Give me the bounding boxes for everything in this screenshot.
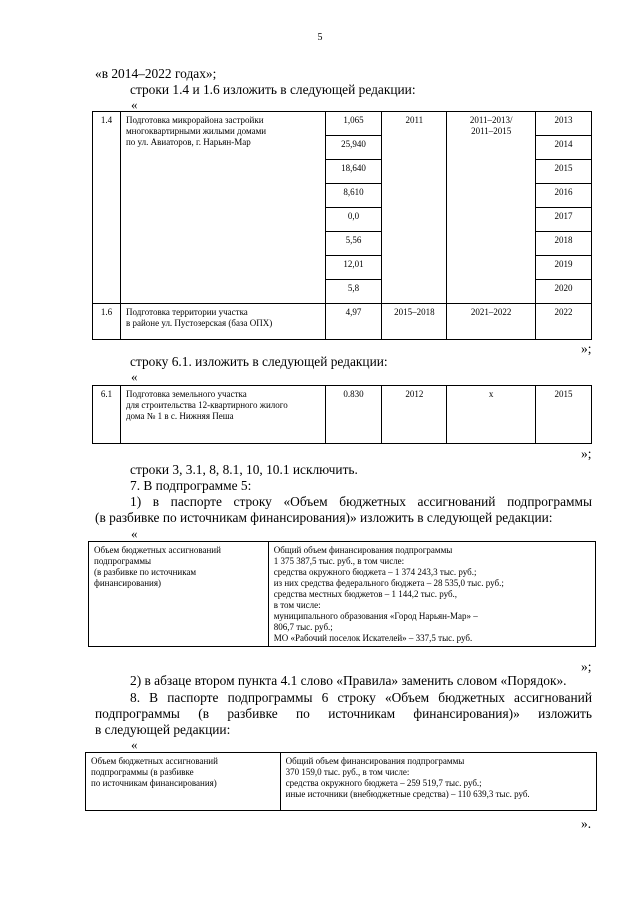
row-number: 1.6 [93, 304, 121, 340]
quote-open-3: « [131, 526, 138, 541]
activity-name-line: для строительства 12-квартирного жилого [125, 400, 288, 410]
table-row [86, 753, 597, 811]
budget-label-line: по источникам финансирования) [91, 778, 217, 788]
year-cell: 2020 [536, 280, 592, 304]
budget-label-line: подпрограммы [94, 556, 152, 566]
year-cell: 2018 [536, 232, 592, 256]
row-number: 1.4 [93, 112, 121, 304]
budget-content [280, 753, 596, 811]
budget-label-line: (в разбивке по источникам [94, 567, 197, 577]
page-number: 5 [317, 32, 323, 43]
budget-label-line: Объем бюджетных ассигнований [91, 756, 218, 766]
text-line-8: 2) в абзаце втором пункта 4.1 слово «Правила» заменить словом «Порядок». [130, 673, 567, 688]
period-line: 2011–2015 [471, 126, 512, 136]
value-cell: 12,01 [325, 256, 382, 280]
text-line-10: подпрограммы (в разбивке по источникам финансирования)» изложить [95, 706, 592, 721]
table-row [89, 542, 596, 647]
budget-content-line: Общий объем финансирования подпрограммы [285, 756, 465, 766]
activity-name [120, 386, 325, 444]
text-line-4: строки 3, 3.1, 8, 8.1, 10, 10.1 исключить. [130, 462, 358, 477]
text-line-7: (в разбивке по источникам финансирования)» изложить в следующей редакции: [95, 510, 553, 525]
value-cell: 25,940 [325, 136, 382, 160]
start-year: 2015–2018 [382, 304, 447, 340]
period: 2021–2022 [447, 304, 536, 340]
budget-content-line: в том числе: [273, 600, 321, 610]
activity-name-line: Подготовка территории участка [125, 307, 248, 317]
close-quote-4: ». [581, 816, 592, 831]
year-cell: 2015 [536, 160, 592, 184]
year-cell: 2019 [536, 256, 592, 280]
value-cell: 1,065 [325, 112, 382, 136]
budget-content-line: 806,7 тыс. руб.; [273, 622, 333, 632]
budget-content-line: 1 375 387,5 тыс. руб., в том числе: [273, 556, 405, 566]
year-cell: 2015 [536, 386, 592, 444]
budget-content-line: средства окружного бюджета – 1 374 243,3 тыс. руб.; [273, 567, 477, 577]
value-cell: 5,8 [325, 280, 382, 304]
activity-name-line: дома № 1 в с. Нижняя Пеша [125, 411, 234, 421]
close-quote-1: »; [581, 341, 592, 356]
value-cell: 8,610 [325, 184, 382, 208]
quote-open-2: « [131, 369, 138, 384]
table-row [93, 386, 592, 444]
budget-content-line: МО «Рабочий поселок Искателей» – 337,5 тыс. руб. [273, 633, 473, 643]
year-cell: 2014 [536, 136, 592, 160]
quote-open-1: « [131, 97, 138, 112]
table-row [93, 112, 592, 136]
budget-content-line: средства окружного бюджета – 259 519,7 тыс. руб.; [285, 778, 482, 788]
activity-name-line: в районе ул. Пустозерская (база ОПХ) [125, 318, 273, 328]
text-line-3: строку 6.1. изложить в следующей редакции: [130, 354, 388, 369]
text-line-11: в следующей редакции: [95, 722, 231, 737]
program-table-2 [92, 385, 592, 444]
close-quote-2: »; [581, 446, 592, 461]
value-cell: 18,640 [325, 160, 382, 184]
period-line: 2011–2013/ [469, 115, 513, 125]
value-cell: 4,97 [325, 304, 382, 340]
start-year: 2012 [382, 386, 447, 444]
year-cell: 2022 [536, 304, 592, 340]
text-line-1: «в 2014–2022 годах»; [95, 66, 217, 81]
budget-content-line: Общий объем финансирования подпрограммы [273, 545, 453, 555]
text-line-2: строки 1.4 и 1.6 изложить в следующей редакции: [130, 82, 416, 97]
budget-content-line: муниципального образования «Город Нарьян-Мар» – [273, 611, 478, 621]
quote-open-4: « [131, 737, 138, 752]
budget-content-line: из них средства федерального бюджета – 28 535,0 тыс. руб.; [273, 578, 504, 588]
budget-label-line: подпрограммы (в разбивке [91, 767, 194, 777]
close-quote-3: »; [581, 659, 592, 674]
budget-content-line: 370 159,0 тыс. руб., в том числе: [285, 767, 410, 777]
budget-table-1 [88, 541, 596, 647]
program-table-1 [92, 111, 592, 340]
budget-label [86, 753, 281, 811]
activity-name-line: по ул. Авиаторов, г. Нарьян-Мар [125, 137, 251, 147]
period [447, 112, 536, 304]
activity-name-line: Подготовка земельного участка [125, 389, 247, 399]
budget-table-2 [85, 752, 597, 811]
activity-name-line: Подготовка микрорайона застройки [125, 115, 264, 125]
activity-name-line: многоквартирными жилыми домами [125, 126, 267, 136]
text-line-5: 7. В подпрограмме 5: [130, 478, 252, 493]
budget-content [268, 542, 595, 647]
activity-name [120, 112, 325, 304]
text-line-6: 1) в паспорте строку «Объем бюджетных ассигнований подпрограммы [130, 494, 592, 509]
year-cell: 2016 [536, 184, 592, 208]
row-number: 6.1 [93, 386, 121, 444]
budget-content-line: средства местных бюджетов – 1 144,2 тыс. руб., [273, 589, 458, 599]
budget-content-line: иные источники (внебюджетные средства) – 110 639,3 тыс. руб. [285, 789, 530, 799]
start-year: 2011 [382, 112, 447, 304]
activity-name [120, 304, 325, 340]
value-cell: 0.830 [325, 386, 382, 444]
text-line-9: 8. В паспорте подпрограммы 6 строку «Объем бюджетных ассигнований [130, 690, 592, 705]
budget-label-line: финансирования) [94, 578, 161, 588]
year-cell: 2013 [536, 112, 592, 136]
budget-label-line: Объем бюджетных ассигнований [94, 545, 221, 555]
year-cell: 2017 [536, 208, 592, 232]
value-cell: 0,0 [325, 208, 382, 232]
budget-label [89, 542, 269, 647]
period: x [447, 386, 536, 444]
table-row [93, 304, 592, 340]
value-cell: 5,56 [325, 232, 382, 256]
